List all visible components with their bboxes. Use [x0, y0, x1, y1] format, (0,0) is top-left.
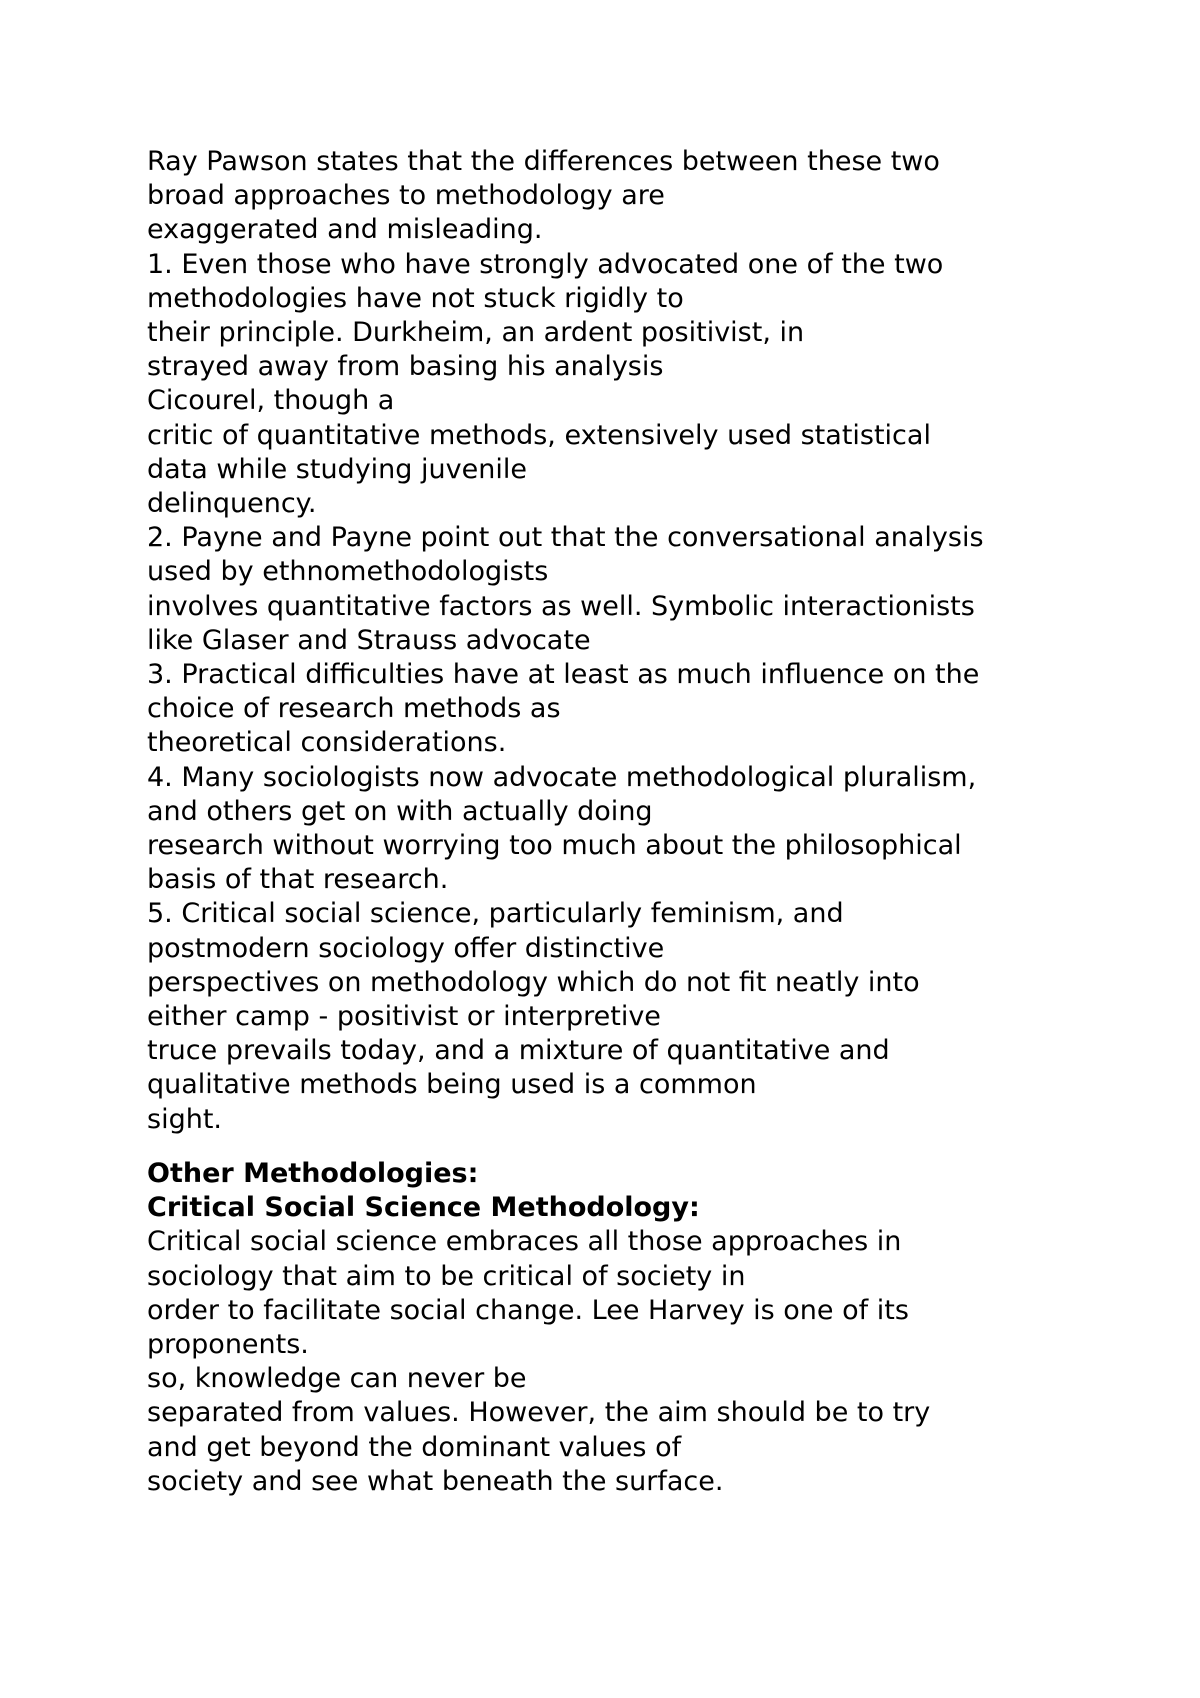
- text-line: society and see what beneath the surface.: [147, 1465, 724, 1497]
- text-line: like Glaser and Strauss advocate: [147, 624, 591, 656]
- section-critical-social-science: [147, 1157, 1087, 1499]
- text-line: sight.: [147, 1103, 222, 1135]
- text-line: 3. Practical difficulties have at least as much influence on the: [147, 659, 980, 691]
- text-line: delinquency.: [147, 488, 317, 520]
- text-line: used by ethnomethodologists: [147, 556, 549, 588]
- section-heading-critical-social-science: Critical Social Science Methodology:: [147, 1192, 700, 1224]
- text-line: and others get on with actually doing: [147, 795, 653, 827]
- text-line: theoretical considerations.: [147, 727, 507, 759]
- text-line: either camp - positivist or interpretive: [147, 1001, 661, 1033]
- text-line: Critical social science embraces all those approaches in: [147, 1226, 902, 1258]
- text-line: Cicourel, though a: [147, 385, 395, 417]
- text-line: critic of quantitative methods, extensively used statistical: [147, 419, 931, 451]
- text-line: 2. Payne and Payne point out that the conversational analysis: [147, 522, 984, 554]
- text-line: postmodern sociology offer distinctive: [147, 932, 665, 964]
- text-line: truce prevails today, and a mixture of quantitative and: [147, 1035, 890, 1067]
- text-line: involves quantitative factors as well. Symbolic interactionists: [147, 590, 975, 622]
- text-line: 5. Critical social science, particularly feminism, and: [147, 898, 844, 930]
- text-line: 1. Even those who have strongly advocated one of the two: [147, 248, 944, 280]
- text-line: research without worrying too much about the philosophical: [147, 830, 962, 862]
- intro-text-block: [147, 145, 1087, 1137]
- text-line: Ray Pawson states that the differences between these two: [147, 146, 940, 177]
- text-line: perspectives on methodology which do not fit neatly into: [147, 966, 920, 998]
- text-line: broad approaches to methodology are: [147, 180, 665, 212]
- section-heading-other-methodologies: Other Methodologies:: [147, 1157, 479, 1189]
- text-line: strayed away from basing his analysis: [147, 351, 664, 383]
- text-line: order to facilitate social change. Lee Harvey is one of its: [147, 1294, 909, 1326]
- text-line: methodologies have not stuck rigidly to: [147, 282, 684, 314]
- text-line: data while studying juvenile: [147, 453, 527, 485]
- text-line: exaggerated and misleading.: [147, 214, 543, 246]
- text-line: and get beyond the dominant values of: [147, 1431, 682, 1463]
- text-line: choice of research methods as: [147, 693, 561, 725]
- text-line: separated from values. However, the aim should be to try: [147, 1397, 931, 1429]
- text-line: proponents.: [147, 1328, 309, 1360]
- text-line: basis of that research.: [147, 864, 449, 896]
- text-line: sociology that aim to be critical of society in: [147, 1260, 746, 1292]
- text-line: qualitative methods being used is a common: [147, 1069, 757, 1101]
- text-line: 4. Many sociologists now advocate methodological pluralism,: [147, 761, 977, 793]
- text-line: their principle. Durkheim, an ardent positivist, in: [147, 317, 805, 349]
- text-line: so, knowledge can never be: [147, 1363, 527, 1395]
- document-body: [147, 145, 1087, 1499]
